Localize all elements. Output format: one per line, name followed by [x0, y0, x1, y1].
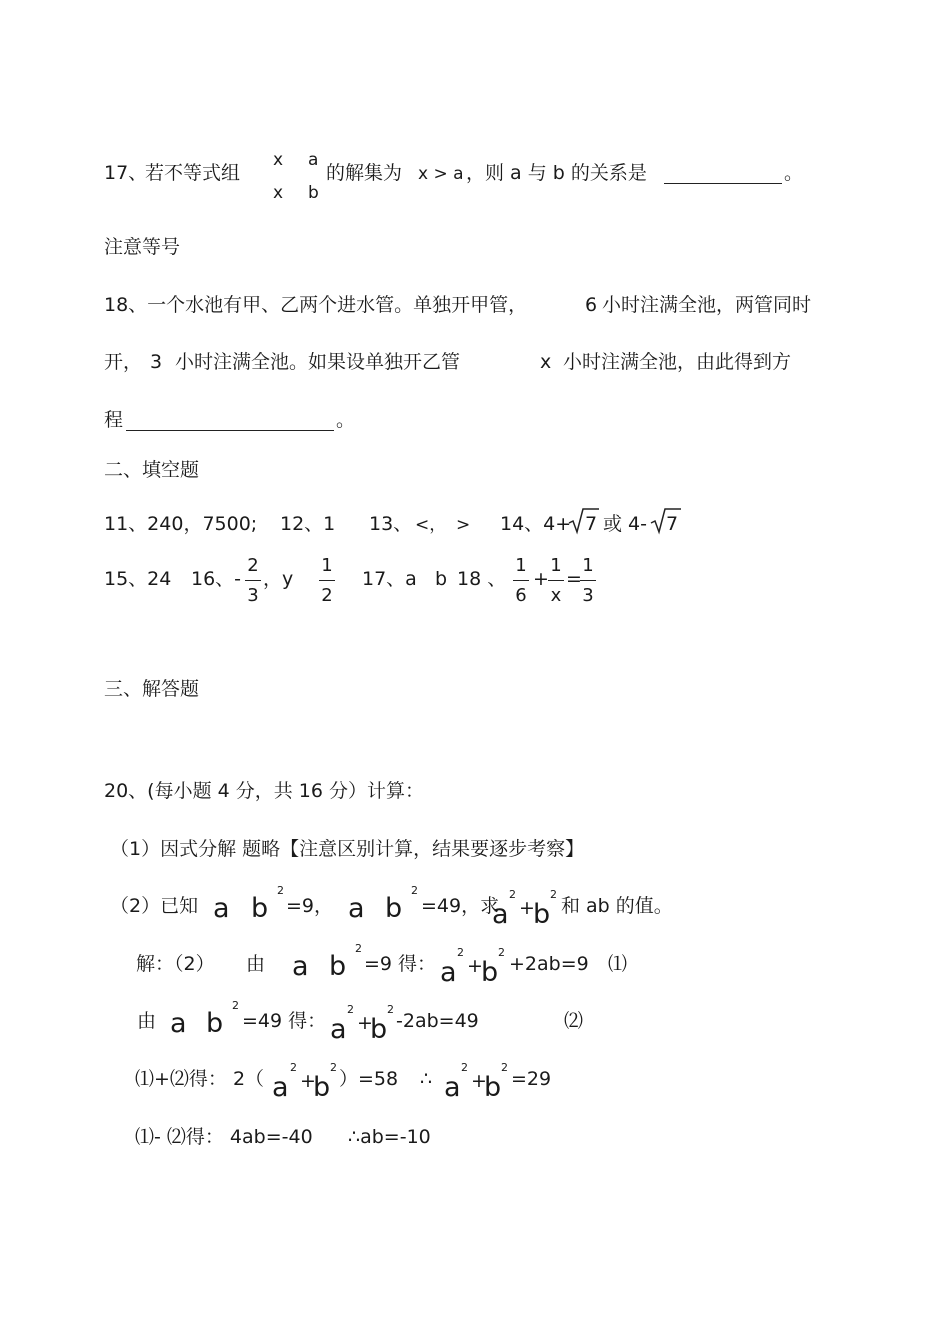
fraction-denominator: 6 — [515, 585, 527, 606]
answer-16-label: 16、- — [191, 568, 242, 590]
exponent-2: 2 — [277, 884, 284, 897]
answer-13-gt: > — [456, 515, 471, 535]
solution-diff-label: ⑴- ⑵得： 4ab=-40 — [135, 1126, 313, 1148]
answer-17: 17、a b — [362, 568, 447, 590]
solution-result-1: +2ab=9 — [509, 953, 589, 975]
q17-system-x1: x — [273, 150, 284, 170]
answer-15: 15、24 — [104, 568, 172, 590]
fraction-denominator: 2 — [321, 585, 333, 606]
answer-13-lt: <， — [415, 515, 447, 535]
exponent-2: 2 — [330, 1061, 337, 1074]
fraction-1-3 — [580, 557, 596, 605]
var-a: a — [213, 893, 230, 924]
exponent-2: 2 — [498, 946, 505, 959]
q17-text-before: 若不等式组 — [145, 162, 241, 184]
solution-result-2: -2ab=49 — [396, 1010, 479, 1032]
exponent-2: 2 — [550, 888, 557, 901]
q18-end-mark: 。 — [336, 409, 356, 431]
given-tail: 和 ab 的值。 — [561, 895, 673, 917]
fraction-denominator: 3 — [582, 585, 594, 606]
exponent-2: 2 — [457, 946, 464, 959]
q17-answer-blank[interactable] — [664, 183, 782, 184]
solution-sum-label: ⑴+⑵得： 2（ — [135, 1068, 265, 1090]
given-value-2: =49，求 — [421, 895, 500, 917]
given-value-1: =9， — [286, 895, 334, 917]
solution-sum-result: =29 — [511, 1068, 552, 1090]
answer-18-label: 18 、 — [457, 568, 507, 590]
plus-sign: + — [471, 1070, 487, 1092]
therefore-icon: ∴ — [420, 1068, 433, 1090]
q17-text-middle: 的解集为 — [326, 162, 403, 184]
q18-line1-rest: 小时注满全池，两管同时 — [602, 294, 812, 316]
q17-end-mark: 。 — [784, 162, 804, 184]
answer-16-y: ，y — [263, 568, 294, 590]
answer-18-eq: = — [566, 568, 582, 590]
exponent-2: 2 — [290, 1061, 297, 1074]
exponent-2: 2 — [501, 1061, 508, 1074]
var-b: b — [533, 899, 551, 930]
q18-answer-blank[interactable] — [126, 430, 334, 431]
answer-14-radicand-1: 7 — [585, 513, 598, 535]
var-a: a — [440, 957, 457, 988]
equation-mark-1: ⑴ — [608, 953, 628, 975]
solution-sum-close: ）=58 — [339, 1068, 399, 1090]
solution-diff-result: ∴ab=-10 — [348, 1126, 431, 1148]
exponent-2: 2 — [509, 888, 516, 901]
var-b: b — [370, 1014, 388, 1045]
var-a: a — [444, 1072, 461, 1103]
var-a: a — [272, 1072, 289, 1103]
q18-line2-c: 小时注满全池，由此得到方 — [563, 351, 792, 373]
fraction-1-2 — [319, 557, 335, 605]
q17-system-x2: x — [273, 183, 284, 203]
var-a: a — [330, 1014, 347, 1045]
equation-mark-2: ⑵ — [564, 1010, 584, 1032]
plus-sign: + — [519, 897, 535, 919]
fraction-numerator: 1 — [550, 555, 562, 576]
answer-14-or: 或 4- — [603, 513, 647, 535]
var-b: b — [385, 893, 403, 924]
answer-12: 12、1 — [280, 513, 336, 535]
fraction-denominator: 3 — [247, 585, 259, 606]
var-a: a — [348, 893, 365, 924]
solution-by: 由 — [137, 1010, 157, 1032]
exponent-2: 2 — [355, 942, 362, 955]
var-b: b — [329, 951, 347, 982]
fraction-1-x — [548, 557, 564, 605]
q17-system-b: b — [308, 183, 319, 203]
fraction-1-6 — [513, 557, 529, 605]
exponent-2: 2 — [411, 884, 418, 897]
q17-text-after: ，则 a 与 b 的关系是 — [466, 162, 647, 184]
q18-line1: 18、一个水池有甲、乙两个进水管。单独开甲管， — [104, 294, 528, 316]
var-b: b — [251, 893, 269, 924]
solution-label: 解：（2） — [136, 953, 215, 975]
q18-line2-num: 3 — [150, 351, 163, 373]
plus-sign: + — [300, 1070, 316, 1092]
q18-line3: 程 — [104, 409, 124, 431]
q18-line2-a: 开， — [104, 351, 143, 373]
exponent-2: 2 — [387, 1003, 394, 1016]
fraction-numerator: 1 — [321, 555, 333, 576]
q17-system-a: a — [308, 150, 319, 170]
q18-line2-var: x — [540, 351, 552, 373]
answer-14-label: 14、4+ — [500, 513, 572, 535]
solution-eq-2: =49 得： — [242, 1010, 327, 1032]
plus-sign: + — [357, 1012, 373, 1034]
q17-number: 17、 — [104, 162, 148, 184]
answer-13-label: 13、 — [369, 513, 413, 535]
section3-title: 三、解答题 — [104, 678, 200, 700]
q20-part2-label: （2）已知 — [110, 895, 199, 917]
q17-note: 注意等号 — [104, 236, 181, 258]
exponent-2: 2 — [232, 999, 239, 1012]
plus-sign: + — [467, 955, 483, 977]
exponent-2: 2 — [347, 1003, 354, 1016]
var-a: a — [492, 899, 509, 930]
fraction-2-3 — [245, 557, 261, 605]
fraction-denominator: x — [550, 585, 562, 606]
fraction-numerator: 2 — [247, 555, 259, 576]
fraction-numerator: 1 — [582, 555, 594, 576]
q18-line2-b: 小时注满全池。如果设单独开乙管 — [175, 351, 461, 373]
q20-header: 20、(每小题 4 分，共 16 分）计算： — [104, 780, 425, 802]
var-b: b — [484, 1072, 502, 1103]
section2-title: 二、填空题 — [104, 459, 200, 481]
q18-line1-num: 6 — [585, 294, 598, 316]
exponent-2: 2 — [461, 1061, 468, 1074]
solution-eq-1: =9 得： — [364, 953, 437, 975]
solution-by: 由 — [246, 953, 266, 975]
q17-solution: x > a — [418, 164, 464, 184]
answer-18-plus: + — [533, 568, 549, 590]
var-a: a — [292, 951, 309, 982]
var-b: b — [206, 1008, 224, 1039]
var-a: a — [170, 1008, 187, 1039]
q20-part1: （1）因式分解 题略【注意区别计算，结果要逐步考察】 — [110, 838, 585, 860]
var-b: b — [313, 1072, 331, 1103]
answer-14-radicand-2: 7 — [666, 513, 679, 535]
fraction-numerator: 1 — [515, 555, 527, 576]
var-b: b — [481, 957, 499, 988]
answer-11: 11、240，7500; — [104, 513, 258, 535]
